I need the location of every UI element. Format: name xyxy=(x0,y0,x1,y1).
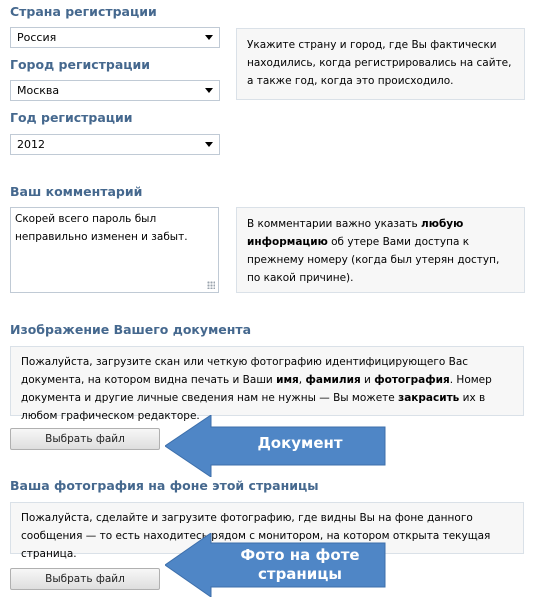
comment-hint-bold: любую информацию xyxy=(247,218,464,248)
photo-label: Ваша фотография на фоне этой страницы xyxy=(10,478,319,493)
document-hint-text-2: . Номер документа и другие личные сведения нам не нужны — Вы можете xyxy=(21,374,492,404)
document-label: Изображение Вашего документа xyxy=(10,322,252,337)
comment-hint-text: В комментарии важно указать xyxy=(247,218,422,230)
photo-arrow-label xyxy=(222,546,378,584)
year-label: Год регистрации xyxy=(10,110,133,125)
document-hint-paint: закрасить xyxy=(398,392,460,404)
comment-textarea[interactable] xyxy=(10,207,219,293)
location-hint: Укажите страну и город, где Вы фактически находились, когда регистрировались на сайте, а также год, когда это происходило. xyxy=(236,28,525,100)
comment-text: Скорей всего пароль был неправильно изменен и забыт. xyxy=(15,213,188,243)
year-value: 2012 xyxy=(17,138,45,151)
comment-hint-text-2: об утере Вами доступа к прежнему номеру (когда был утерян доступ, по какой причине). xyxy=(247,236,500,284)
document-hint xyxy=(10,346,524,422)
city-select[interactable] xyxy=(10,80,220,101)
document-hint-text-3: их в любом графическом редакторе. xyxy=(21,392,486,422)
comment-hint xyxy=(236,207,525,293)
comment-label: Ваш комментарий xyxy=(10,184,143,199)
photo-arrow-label-line1: Фото на фоте xyxy=(240,546,360,564)
country-value: Россия xyxy=(17,31,57,44)
resize-handle-icon[interactable] xyxy=(207,281,215,289)
country-label: Страна регистрации xyxy=(10,4,157,19)
city-label: Город регистрации xyxy=(10,57,151,72)
document-hint-photo: фотография xyxy=(374,374,450,386)
document-choose-file-button[interactable]: Выбрать файл xyxy=(10,428,160,450)
photo-arrow-label-line2: страницы xyxy=(257,565,342,583)
country-select[interactable] xyxy=(10,27,220,48)
city-value: Москва xyxy=(17,84,60,97)
photo-choose-file-button[interactable]: Выбрать файл xyxy=(10,568,160,590)
chevron-down-icon xyxy=(205,142,213,147)
chevron-down-icon xyxy=(205,35,213,40)
chevron-down-icon xyxy=(205,88,213,93)
document-arrow-label: Документ xyxy=(257,434,343,452)
year-select[interactable] xyxy=(10,134,220,155)
document-hint-text: Пожалуйста, загрузите скан или четкую фотографию идентифицирующего Вас документа, на котором видна печать и Ваши xyxy=(21,356,469,386)
document-hint-surname: фамилия xyxy=(305,374,361,386)
document-hint-and: и xyxy=(360,374,375,386)
document-hint-name: имя xyxy=(276,374,299,386)
photo-hint: Пожалуйста, сделайте и загрузите фотографию, где видны Вы на фоне данного сообщения — то есть находитесь рядом с монитором, на котором открыта текущая страница. xyxy=(10,502,524,554)
document-hint-sep: , xyxy=(298,374,306,386)
